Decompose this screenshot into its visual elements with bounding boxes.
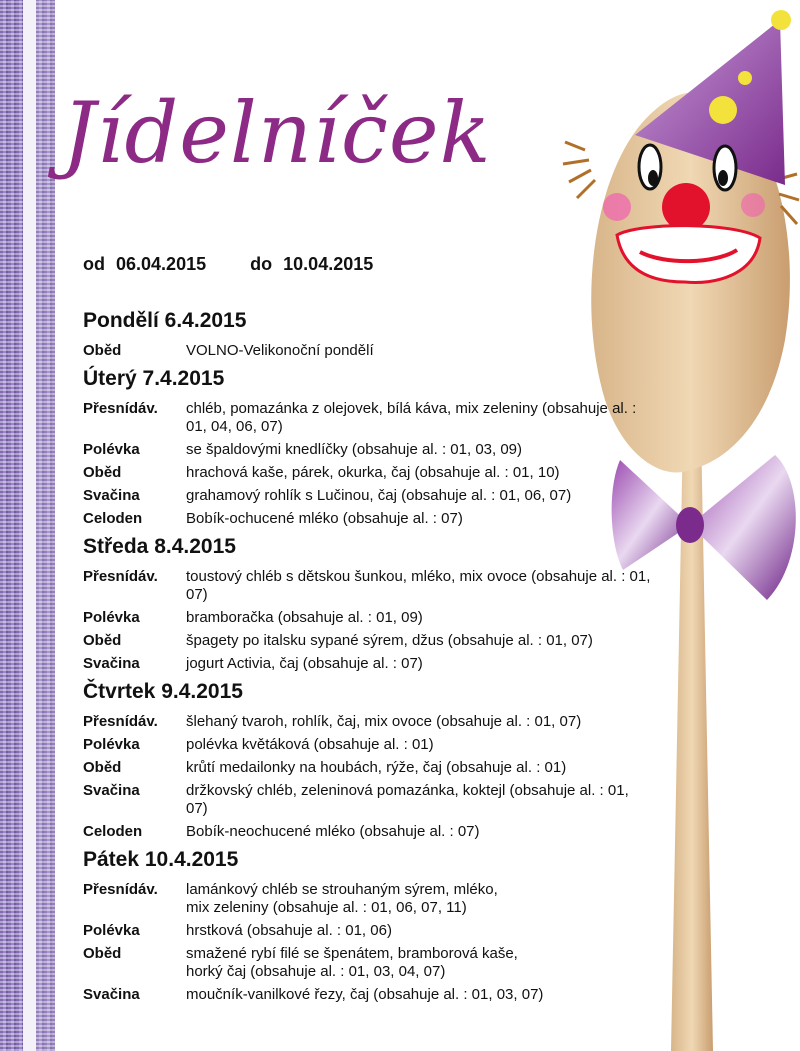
menu-row (83, 782, 703, 818)
meal-text: grahamový rohlík s Lučinou, čaj (obsahuje al. : 01, 06, 07) (186, 487, 572, 504)
day-title: Středa 8.4.2015 (83, 535, 236, 558)
meal-text: šlehaný tvaroh, rohlík, čaj, mix ovoce (obsahuje al. : 01, 07) (186, 713, 582, 730)
menu-row (83, 922, 703, 940)
menu-row (83, 609, 703, 627)
menu-row (83, 881, 703, 917)
meal-label: Svačina (83, 782, 140, 799)
meal-label: Svačina (83, 655, 140, 672)
meal-label: Přesnídáv. (83, 713, 158, 730)
ribbon-gap (23, 0, 36, 1051)
meal-text: hrachová kaše, párek, okurka, čaj (obsahuje al. : 01, 10) (186, 464, 560, 481)
menu-row (83, 632, 703, 650)
menu-row (83, 487, 703, 505)
meal-text: držkovský chléb, zeleninová pomazánka, koktejl (obsahuje al. : 01, 07) (186, 782, 629, 817)
meal-label: Přesnídáv. (83, 400, 158, 417)
meal-label: Svačina (83, 986, 140, 1003)
menu-row (83, 400, 703, 436)
meal-text: hrstková (obsahuje al. : 01, 06) (186, 922, 392, 939)
date-to-label: do (250, 254, 273, 274)
meal-label: Celoden (83, 823, 143, 840)
meal-label: Polévka (83, 922, 140, 939)
menu-row (83, 986, 703, 1004)
meal-text: lamánkový chléb se strouhaným sýrem, mléko, mix zeleniny (obsahuje al. : 01, 06, 07, 11) (186, 881, 498, 916)
left-ribbon-decoration-2 (36, 0, 55, 1051)
meal-text: toustový chléb s dětskou šunkou, mléko, mix ovoce (obsahuje al. : 01, 07) (186, 568, 651, 603)
meal-text: krůtí medailonky na houbách, rýže, čaj (obsahuje al. : 01) (186, 759, 567, 776)
meal-text: bramboračka (obsahuje al. : 01, 09) (186, 609, 423, 626)
day-title: Čtvrtek 9.4.2015 (83, 680, 243, 703)
menu-row (83, 441, 703, 459)
meal-label: Oběd (83, 945, 122, 962)
day-title: Pátek 10.4.2015 (83, 848, 239, 871)
meal-text: jogurt Activia, čaj (obsahuje al. : 07) (186, 655, 423, 672)
menu-row (83, 759, 703, 777)
meal-label: Celoden (83, 510, 143, 527)
meal-label: Polévka (83, 441, 140, 458)
menu-row (83, 568, 703, 604)
meal-label: Oběd (83, 759, 122, 776)
date-to: 10.04.2015 (283, 254, 374, 274)
menu-row (83, 655, 703, 673)
meal-text: chléb, pomazánka z olejovek, bílá káva, mix zeleniny (obsahuje al. : 01, 04, 06, 07) (186, 400, 637, 435)
meal-text: Bobík-ochucené mléko (obsahuje al. : 07) (186, 510, 463, 527)
date-range (83, 254, 379, 275)
meal-text: polévka květáková (obsahuje al. : 01) (186, 736, 434, 753)
meal-label: Polévka (83, 609, 140, 626)
weekly-menu (83, 308, 703, 1010)
date-from: 06.04.2015 (116, 254, 207, 274)
meal-label: Přesnídáv. (83, 881, 158, 898)
meal-text: VOLNO-Velikonoční pondělí (186, 342, 374, 359)
meal-label: Svačina (83, 487, 140, 504)
day-monday (83, 308, 703, 360)
menu-row (83, 342, 703, 360)
date-from-label: od (83, 254, 105, 274)
meal-label: Polévka (83, 736, 140, 753)
menu-row (83, 510, 703, 528)
day-friday (83, 847, 703, 1004)
page-title: Jídelníček (62, 84, 492, 182)
menu-row (83, 464, 703, 482)
meal-label: Oběd (83, 632, 122, 649)
meal-label: Oběd (83, 342, 122, 359)
menu-row (83, 945, 703, 981)
meal-label: Přesnídáv. (83, 568, 158, 585)
meal-text: smažené rybí filé se špenátem, bramborová kaše, horký čaj (obsahuje al. : 01, 03, 04, 07) (186, 945, 518, 980)
left-ribbon-decoration (0, 0, 23, 1051)
menu-row (83, 713, 703, 731)
day-tuesday (83, 366, 703, 528)
day-thursday (83, 679, 703, 841)
day-title: Úterý 7.4.2015 (83, 367, 225, 390)
meal-text: se špaldovými knedlíčky (obsahuje al. : 01, 03, 09) (186, 441, 523, 458)
day-title: Pondělí 6.4.2015 (83, 309, 247, 332)
menu-row (83, 823, 703, 841)
meal-label: Oběd (83, 464, 122, 481)
meal-text: špagety po italsku sypané sýrem, džus (obsahuje al. : 01, 07) (186, 632, 593, 649)
menu-row (83, 736, 703, 754)
meal-text: Bobík-neochucené mléko (obsahuje al. : 07) (186, 823, 480, 840)
day-wednesday (83, 534, 703, 673)
meal-text: moučník-vanilkové řezy, čaj (obsahuje al. : 01, 03, 07) (186, 986, 544, 1003)
